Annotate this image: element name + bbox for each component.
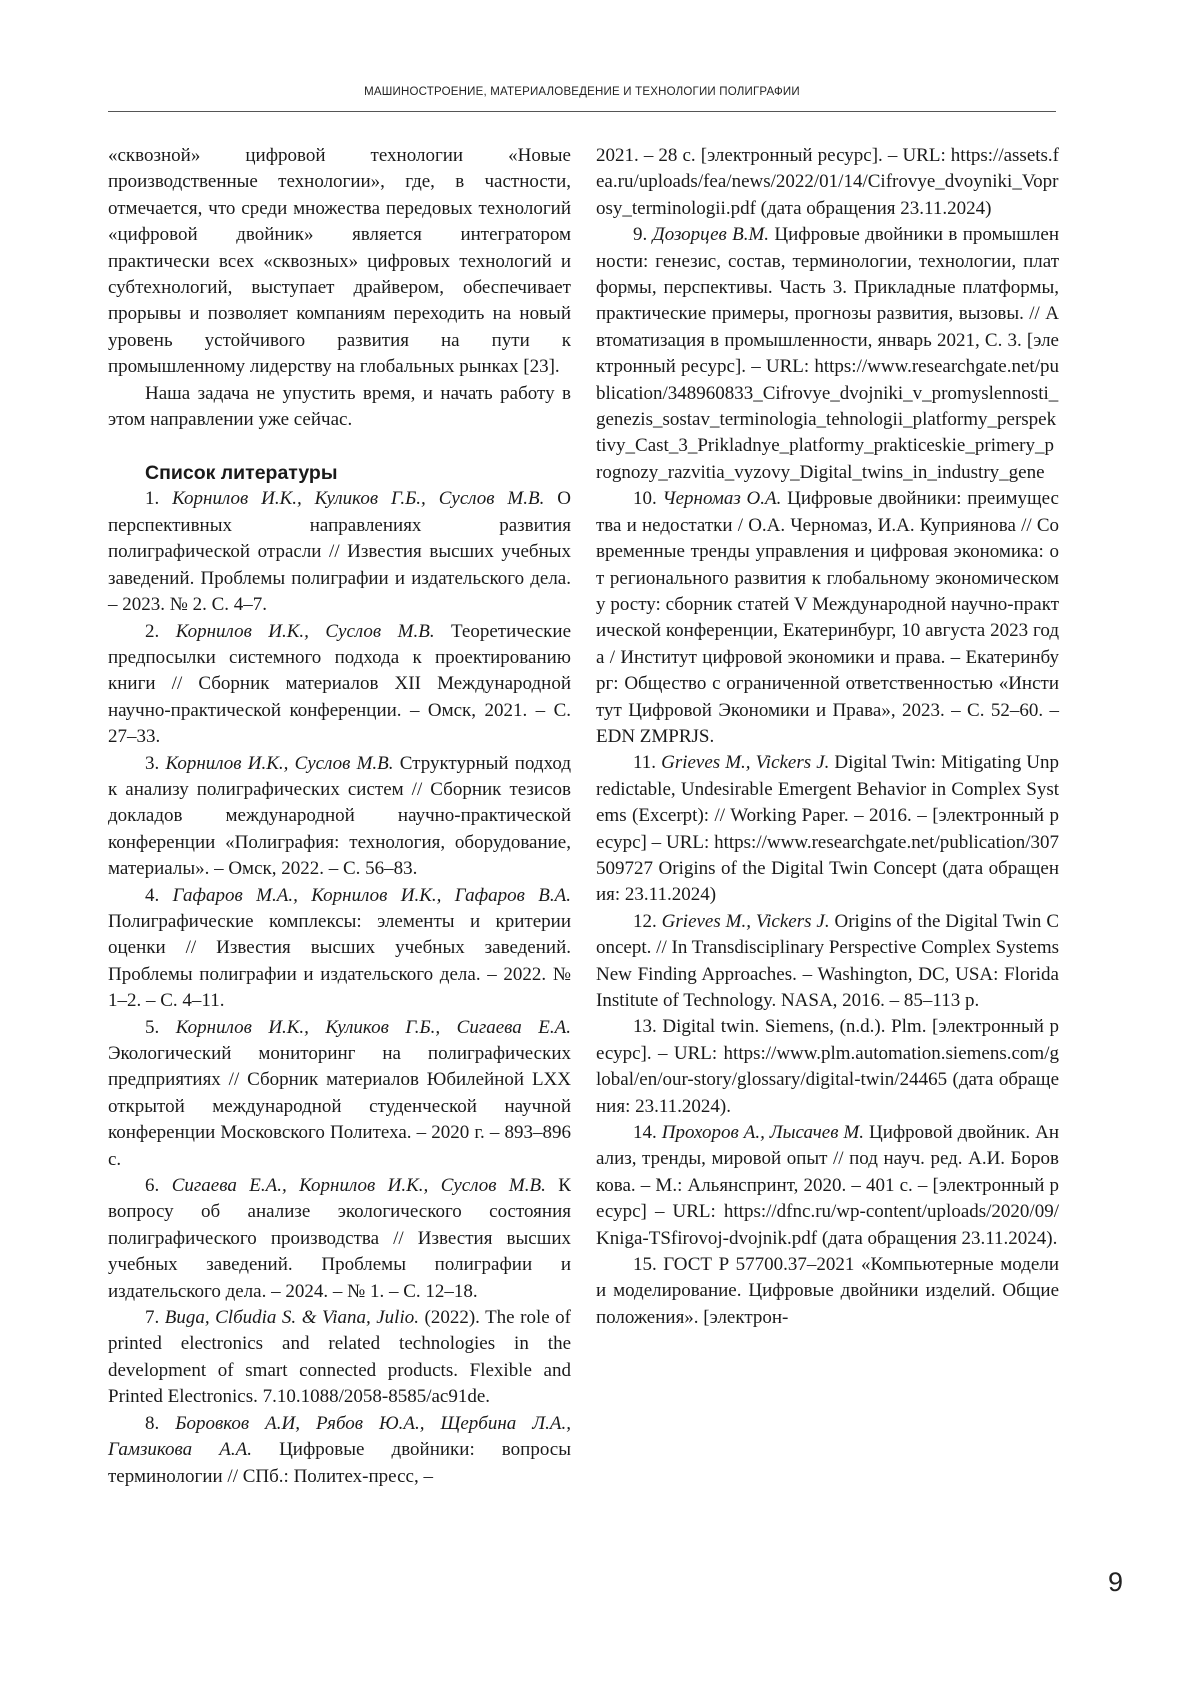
reference-number: 6. <box>145 1175 172 1197</box>
reference-item <box>108 1173 571 1305</box>
reference-authors: Черномаз О.А. <box>662 488 782 510</box>
reference-text: Полиграфические комплексы: элементы и критерии оценки // Известия высших учебных заведений. Проблемы полиграфии и издательского дела. – 2022. № 1–2. – С. 4–11. <box>108 910 571 1012</box>
reference-item <box>108 486 571 618</box>
reference-authors: Гафаров М.А., Корнилов И.К., Гафаров В.А. <box>172 884 571 906</box>
reference-number: 10. <box>633 488 663 510</box>
reference-number: 9. <box>633 224 653 246</box>
reference-number: 1. <box>145 488 173 510</box>
reference-number: 13. <box>633 1016 663 1038</box>
reference-list-left <box>108 486 571 1489</box>
reference-continuation: 2021. – 28 с. [электронный ресурс]. – URL: https://assets.fea.ru/uploads/fea/news/2022/01/14/Cifrovye_dvoyniki_Voprosy_terminologii.pdf (дата обращения 23.11.2024) <box>596 145 1059 219</box>
reference-item <box>108 1411 571 1490</box>
reference-number: 3. <box>145 752 166 774</box>
reference-item <box>596 1252 1059 1331</box>
reference-item <box>108 751 571 883</box>
reference-text: Origins of the Digital Twin Concept. // In Transdisciplinary Perspective Complex Systems New Finding Approaches. – Washington, DC, USA: Florida Institute of Technology. NASA, 2016. – 85–113 p. <box>596 910 1060 1011</box>
reference-number: 8. <box>145 1412 176 1434</box>
reference-item <box>108 619 571 751</box>
reference-item <box>108 1015 571 1173</box>
reference-text: Digital twin. Siemens, (n.d.). Plm. [электронный ресурс]. – URL: https://www.plm.automation.siemens.com/global/en/our-story/glossary/digital-twin/24465 (дата обращения: 23.11.2024). <box>596 1016 1059 1117</box>
reference-authors: Боровков А.И, Рябов Ю.А., Щербина Л.А., Гамзикова А.А. <box>108 1412 572 1461</box>
reference-authors: Корнилов И.К., Суслов М.В. <box>165 752 394 774</box>
body-paragraph: «сквозной» цифровой технологии «Новые производственные технологии», где, в частности, отмечается, что среди множества передовых технологий «цифровой двойник» является интегратором практически всех «сквозных» цифровых технологий и субтехнологий, выступает драйвером, обеспечивает прорывы и позволяет компаниям переходить на новый уровень устойчивого развития на пути к промышленному лидерству на глобальных рынках [23]. <box>108 145 571 378</box>
reference-text: О перспективных направлениях развития полиграфической отрасли // Известия высших учебных заведений. Проблемы полиграфии и издательского дела. – 2023. № 2. С. 4–7. <box>108 488 571 616</box>
reference-text: Экологический мониторинг на полиграфических предприятиях // Сборник материалов Юбилейной LXX открытой международной студенческой научной конференции Московского Политеха. – 2020 г. – 893–896 с. <box>108 1043 571 1170</box>
reference-text: Структурный подход к анализу полиграфических систем // Сборник тезисов докладов международной научно-практической конференции «Полиграфия: технология, оборудование, материалы». – Омск, 2022. – С. 56–83. <box>108 752 571 880</box>
reference-authors: Корнилов И.К., Суслов М.В. <box>175 620 435 642</box>
reference-number: 15. <box>633 1254 664 1276</box>
reference-authors: Корнилов И.К., Куликов Г.Б., Суслов М.В. <box>172 488 545 510</box>
right-column <box>596 143 1059 1331</box>
reference-item <box>596 909 1059 1015</box>
reference-item <box>596 1120 1059 1252</box>
reference-item <box>596 222 1059 486</box>
left-column <box>108 143 571 1490</box>
reference-text: К вопросу об анализе экологического состояния полиграфического производства // Известия высших учебных заведений. Проблемы полиграфии и издательского дела. – 2024. – № 1. – С. 12–18. <box>108 1175 571 1302</box>
reference-authors: Прохоров А., Лысачев М. <box>661 1122 865 1144</box>
reference-authors: Buga, Clбudia S. & Viana, Julio. <box>164 1307 419 1329</box>
reference-item <box>596 486 1059 750</box>
reference-text: Цифровые двойники: вопросы терминологии // СПб.: Политех-пресс, – <box>108 1439 571 1487</box>
reference-item <box>596 1014 1059 1120</box>
reference-text: Цифровые двойники в промышленности: генезис, состав, терминологии, технологии, платформы, перспективы. Часть 3. Прикладные платформы, практические примеры, прогнозы развития, вызовы. // Автоматизация в промышленности, январь 2021, С. 3. [электронный ресурс]. – URL: https://www.researchgate.net/publication/348960833_Cifrovye_dvojniki_v_promyslennosti_genezis_sostav_terminologia_tehnologii_platformy_perspektivy_Cast_3_Prikladnye_platformy_prakticeskie_primery_prognozy_razvitia_vyzovy_Digital_twins_in_industry_gene <box>596 224 1060 483</box>
reference-authors: Корнилов И.К., Куликов Г.Б., Сигаева Е.А. <box>175 1016 572 1038</box>
reference-item <box>108 1305 571 1411</box>
running-header: МАШИНОСТРОЕНИЕ, МАТЕРИАЛОВЕДЕНИЕ И ТЕХНОЛОГИИ ПОЛИГРАФИИ <box>364 86 800 98</box>
reference-text: Digital Twin: Mitigating Unpredictable, Undesirable Emergent Behavior in Complex Systems (Excerpt): // Working Paper. – 2016. – [электронный ресурс] – URL: https://www.researchgate.net/publication/307509727 Origins of the Digital Twin Concept (дата обращения: 23.11.2024) <box>596 752 1059 906</box>
reference-authors: Grieves M., Vickers J. <box>661 752 830 774</box>
reference-number: 12. <box>633 910 662 932</box>
reference-text: Цифровой двойник. Анализ, тренды, мировой опыт // под науч. ред. А.И. Боровкова. – М.: Альянспринт, 2020. – 401 с. – [электронный ресурс] – URL: https://dfnc.ru/wp-content/uploads/2020/09/Kniga-TSfirovoj-dvojnik.pdf (дата обращения 23.11.2024). <box>596 1122 1060 1249</box>
header-divider <box>108 111 1056 112</box>
reference-text: Цифровые двойники: преимущества и недостатки / О.А. Черномаз, И.А. Куприянова // Современные тренды управления и цифровая экономика: от регионального развития к глобальному экономическому росту: сборник статей V Международной научно-практической конференции, Екатеринбург, 10 августа 2023 года / Институт цифровой экономики и права. – Екатеринбург: Общество с ограниченной ответственностью «Институт Цифровой Экономики и Права», 2023. – С. 52–60. – EDN ZMPRJS. <box>596 488 1059 747</box>
reference-authors: Сигаева Е.А., Корнилов И.К., Суслов М.В. <box>171 1175 546 1197</box>
reference-authors: Дозорцев В.М. <box>652 224 770 246</box>
reference-number: 11. <box>633 752 662 774</box>
reference-number: 14. <box>633 1122 662 1144</box>
reference-text: Теоретические предпосылки системного подхода к проектированию книги // Сборник материалов XII Международной научно-практической конференции. – Омск, 2021. – С. 27–33. <box>108 620 571 748</box>
reference-text: ГОСТ Р 57700.37–2021 «Компьютерные модели и моделирование. Цифровые двойники изделий. Общие положения». [электрон- <box>596 1254 1060 1328</box>
reference-list-right <box>596 143 1059 1331</box>
reference-number: 7. <box>145 1307 165 1329</box>
reference-number: 4. <box>145 884 173 906</box>
reference-number: 5. <box>145 1016 176 1038</box>
body-paragraph: Наша задача не упустить время, и начать работу в этом направлении уже сейчас. <box>108 382 571 431</box>
reference-number: 2. <box>145 620 176 642</box>
reference-authors: Grieves M., Vickers J. <box>661 910 830 932</box>
page-number: 9 <box>1108 1567 1124 1597</box>
reference-item <box>596 750 1059 908</box>
reference-item <box>108 883 571 1015</box>
references-heading: Список литературы <box>145 462 338 485</box>
reference-text: (2022). The role of printed electronics and related technologies in the development of smart connected products. Flexible and Printed Electronics. 7.10.1088/2058-8585/ac91de. <box>108 1307 572 1408</box>
